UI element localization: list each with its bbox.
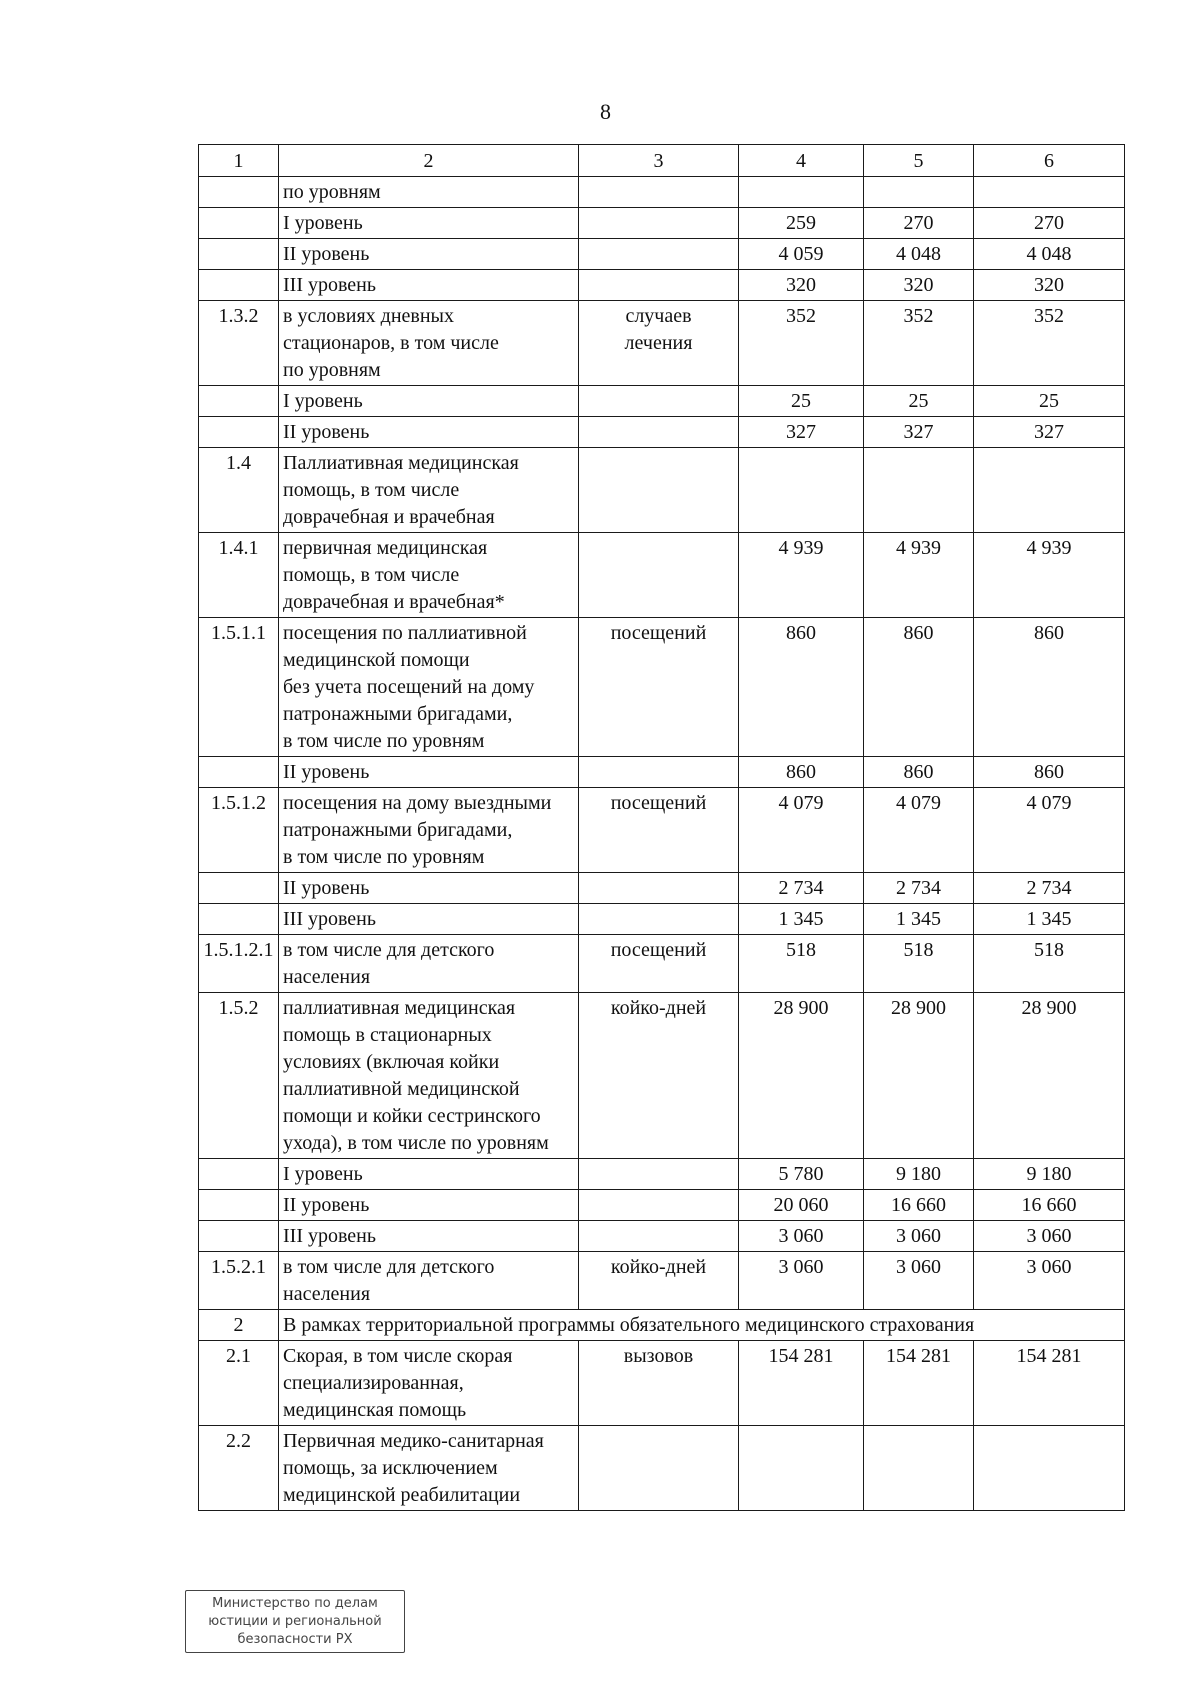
value-col-6: 320 xyxy=(974,270,1125,301)
value-col-4: 4 079 xyxy=(739,788,864,873)
column-header: 6 xyxy=(974,145,1125,177)
indicator-name: II уровень xyxy=(279,1190,579,1221)
table-row xyxy=(199,788,1125,873)
indicator-name: первичная медицинская помощь, в том числе доврачебная и врачебная* xyxy=(279,533,579,618)
value-col-6: 154 281 xyxy=(974,1341,1125,1426)
value-col-6: 860 xyxy=(974,618,1125,757)
value-col-6: 327 xyxy=(974,417,1125,448)
value-col-5: 16 660 xyxy=(864,1190,974,1221)
row-number xyxy=(199,904,279,935)
unit-of-measure xyxy=(579,1221,739,1252)
table-row xyxy=(199,618,1125,757)
row-number: 2.1 xyxy=(199,1341,279,1426)
indicator-name: III уровень xyxy=(279,904,579,935)
value-col-6: 860 xyxy=(974,757,1125,788)
value-col-5: 352 xyxy=(864,301,974,386)
stamp-line: безопасности РХ xyxy=(237,1632,353,1647)
table-row xyxy=(199,417,1125,448)
table-row xyxy=(199,1221,1125,1252)
unit-of-measure xyxy=(579,1159,739,1190)
column-header: 1 xyxy=(199,145,279,177)
stamp-line: юстиции и региональной xyxy=(208,1614,382,1629)
indicator-name: II уровень xyxy=(279,239,579,270)
unit-of-measure xyxy=(579,904,739,935)
value-col-6: 16 660 xyxy=(974,1190,1125,1221)
table-row xyxy=(199,301,1125,386)
registration-stamp xyxy=(185,1590,405,1653)
table-row xyxy=(199,1310,1125,1341)
table-row xyxy=(199,1426,1125,1511)
value-col-4: 3 060 xyxy=(739,1252,864,1310)
column-header: 3 xyxy=(579,145,739,177)
table-row xyxy=(199,935,1125,993)
row-number xyxy=(199,757,279,788)
table-row xyxy=(199,757,1125,788)
indicator-name: I уровень xyxy=(279,208,579,239)
table-row xyxy=(199,1252,1125,1310)
row-number: 1.5.2 xyxy=(199,993,279,1159)
indicator-name: в условиях дневных стационаров, в том числе по уровням xyxy=(279,301,579,386)
value-col-5: 2 734 xyxy=(864,873,974,904)
table-row xyxy=(199,904,1125,935)
value-col-4: 2 734 xyxy=(739,873,864,904)
indicators-table-body xyxy=(199,145,1125,1511)
value-col-5: 4 939 xyxy=(864,533,974,618)
section-title: В рамках территориальной программы обязательного медицинского страхования xyxy=(279,1310,1125,1341)
unit-of-measure xyxy=(579,239,739,270)
indicator-name: Паллиативная медицинская помощь, в том числе доврачебная и врачебная xyxy=(279,448,579,533)
unit-of-measure xyxy=(579,177,739,208)
table-row xyxy=(199,386,1125,417)
value-col-6: 3 060 xyxy=(974,1252,1125,1310)
unit-of-measure: койко-дней xyxy=(579,1252,739,1310)
value-col-5 xyxy=(864,448,974,533)
unit-of-measure: вызовов xyxy=(579,1341,739,1426)
value-col-4: 154 281 xyxy=(739,1341,864,1426)
indicator-name: в том числе для детского населения xyxy=(279,935,579,993)
unit-of-measure: посещений xyxy=(579,788,739,873)
value-col-5: 9 180 xyxy=(864,1159,974,1190)
value-col-5: 4 079 xyxy=(864,788,974,873)
value-col-4: 25 xyxy=(739,386,864,417)
row-number xyxy=(199,417,279,448)
value-col-6: 352 xyxy=(974,301,1125,386)
indicator-name: Скорая, в том числе скорая специализированная, медицинская помощь xyxy=(279,1341,579,1426)
value-col-4: 860 xyxy=(739,618,864,757)
row-number xyxy=(199,239,279,270)
indicators-table xyxy=(198,144,1125,1511)
value-col-5: 154 281 xyxy=(864,1341,974,1426)
value-col-5: 860 xyxy=(864,757,974,788)
value-col-6: 4 079 xyxy=(974,788,1125,873)
value-col-4: 327 xyxy=(739,417,864,448)
value-col-4 xyxy=(739,448,864,533)
row-number: 1.5.1.2 xyxy=(199,788,279,873)
table-row xyxy=(199,1159,1125,1190)
value-col-4: 28 900 xyxy=(739,993,864,1159)
column-header: 2 xyxy=(279,145,579,177)
indicator-name: посещения на дому выездными патронажными бригадами, в том числе по уровням xyxy=(279,788,579,873)
indicator-name: I уровень xyxy=(279,1159,579,1190)
row-number xyxy=(199,1190,279,1221)
value-col-4: 5 780 xyxy=(739,1159,864,1190)
table-row xyxy=(199,1341,1125,1426)
row-number xyxy=(199,873,279,904)
unit-of-measure xyxy=(579,417,739,448)
value-col-4: 860 xyxy=(739,757,864,788)
indicator-name: III уровень xyxy=(279,1221,579,1252)
row-number: 2 xyxy=(199,1310,279,1341)
value-col-4 xyxy=(739,1426,864,1511)
value-col-6: 28 900 xyxy=(974,993,1125,1159)
row-number xyxy=(199,1221,279,1252)
indicator-name: посещения по паллиативной медицинской помощи без учета посещений на дому патронажными бригадами, в том числе по уровням xyxy=(279,618,579,757)
value-col-6: 270 xyxy=(974,208,1125,239)
stamp-line: Министерство по делам xyxy=(212,1596,378,1611)
value-col-4: 352 xyxy=(739,301,864,386)
unit-of-measure xyxy=(579,208,739,239)
table-row xyxy=(199,448,1125,533)
value-col-6 xyxy=(974,1426,1125,1511)
value-col-4: 3 060 xyxy=(739,1221,864,1252)
row-number: 1.4 xyxy=(199,448,279,533)
page-number: 8 xyxy=(600,99,611,124)
table-row xyxy=(199,208,1125,239)
table-row xyxy=(199,177,1125,208)
row-number xyxy=(199,270,279,301)
value-col-5: 3 060 xyxy=(864,1221,974,1252)
value-col-6: 4 048 xyxy=(974,239,1125,270)
value-col-4: 4 059 xyxy=(739,239,864,270)
value-col-6: 518 xyxy=(974,935,1125,993)
unit-of-measure xyxy=(579,533,739,618)
unit-of-measure: койко-дней xyxy=(579,993,739,1159)
unit-of-measure: посещений xyxy=(579,618,739,757)
value-col-5 xyxy=(864,1426,974,1511)
value-col-6: 2 734 xyxy=(974,873,1125,904)
table-row xyxy=(199,533,1125,618)
indicator-name: по уровням xyxy=(279,177,579,208)
row-number: 1.5.1.1 xyxy=(199,618,279,757)
value-col-6: 1 345 xyxy=(974,904,1125,935)
row-number xyxy=(199,1159,279,1190)
row-number xyxy=(199,208,279,239)
value-col-4: 259 xyxy=(739,208,864,239)
value-col-6: 25 xyxy=(974,386,1125,417)
row-number: 2.2 xyxy=(199,1426,279,1511)
value-col-5: 270 xyxy=(864,208,974,239)
unit-of-measure xyxy=(579,873,739,904)
value-col-4: 4 939 xyxy=(739,533,864,618)
indicator-name: паллиативная медицинская помощь в стационарных условиях (включая койки паллиативной медицинской помощи и койки сестринского ухода), в том числе по уровням xyxy=(279,993,579,1159)
unit-of-measure xyxy=(579,448,739,533)
table-row xyxy=(199,1190,1125,1221)
indicator-name: II уровень xyxy=(279,757,579,788)
unit-of-measure xyxy=(579,386,739,417)
value-col-4 xyxy=(739,177,864,208)
table-row xyxy=(199,239,1125,270)
row-number: 1.3.2 xyxy=(199,301,279,386)
unit-of-measure: случаев лечения xyxy=(579,301,739,386)
value-col-6: 9 180 xyxy=(974,1159,1125,1190)
value-col-5: 320 xyxy=(864,270,974,301)
value-col-5: 3 060 xyxy=(864,1252,974,1310)
table-row xyxy=(199,873,1125,904)
indicator-name: II уровень xyxy=(279,417,579,448)
table-row xyxy=(199,993,1125,1159)
value-col-6 xyxy=(974,177,1125,208)
unit-of-measure xyxy=(579,757,739,788)
indicator-name: III уровень xyxy=(279,270,579,301)
value-col-5: 327 xyxy=(864,417,974,448)
table-row xyxy=(199,270,1125,301)
row-number: 1.4.1 xyxy=(199,533,279,618)
indicator-name: II уровень xyxy=(279,873,579,904)
row-number: 1.5.1.2.1 xyxy=(199,935,279,993)
indicator-name: в том числе для детского населения xyxy=(279,1252,579,1310)
column-header: 4 xyxy=(739,145,864,177)
value-col-6: 3 060 xyxy=(974,1221,1125,1252)
row-number xyxy=(199,386,279,417)
value-col-6: 4 939 xyxy=(974,533,1125,618)
value-col-5: 28 900 xyxy=(864,993,974,1159)
value-col-5: 860 xyxy=(864,618,974,757)
indicator-name: I уровень xyxy=(279,386,579,417)
value-col-4: 20 060 xyxy=(739,1190,864,1221)
unit-of-measure xyxy=(579,1426,739,1511)
row-number xyxy=(199,177,279,208)
value-col-4: 1 345 xyxy=(739,904,864,935)
table-header-row xyxy=(199,145,1125,177)
value-col-6 xyxy=(974,448,1125,533)
unit-of-measure xyxy=(579,1190,739,1221)
unit-of-measure: посещений xyxy=(579,935,739,993)
value-col-4: 518 xyxy=(739,935,864,993)
value-col-5: 1 345 xyxy=(864,904,974,935)
unit-of-measure xyxy=(579,270,739,301)
column-header: 5 xyxy=(864,145,974,177)
value-col-4: 320 xyxy=(739,270,864,301)
indicator-name: Первичная медико-санитарная помощь, за исключением медицинской реабилитации xyxy=(279,1426,579,1511)
value-col-5: 4 048 xyxy=(864,239,974,270)
value-col-5 xyxy=(864,177,974,208)
value-col-5: 518 xyxy=(864,935,974,993)
value-col-5: 25 xyxy=(864,386,974,417)
row-number: 1.5.2.1 xyxy=(199,1252,279,1310)
